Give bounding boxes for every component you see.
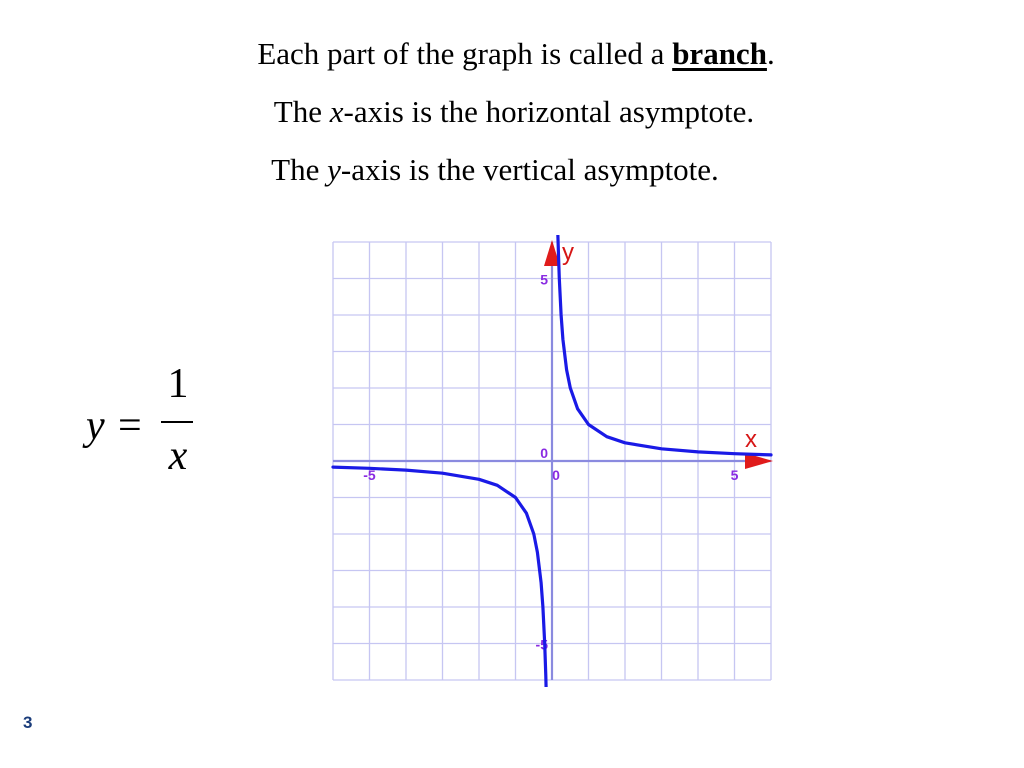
line1-text: Each part of the graph is called a: [257, 36, 673, 71]
equation: [86, 361, 206, 486]
reciprocal-graph: [318, 235, 788, 687]
y-tick-label: -5: [535, 636, 548, 653]
equation-lhs: y: [86, 403, 105, 449]
y-tick-label: 0: [540, 445, 548, 461]
curve-branch-right: [558, 235, 771, 455]
line2-variable: x: [329, 94, 344, 129]
line2-rest: -axis is the horizontal asymptote.: [343, 94, 755, 129]
slide-number: 3: [23, 713, 33, 732]
equation-equals: =: [118, 403, 142, 449]
equation-numerator: 1: [167, 361, 189, 407]
y-axis-label: y: [562, 239, 574, 266]
horizontal-asymptote-text: [2, 94, 1024, 130]
vertical-asymptote-text: [0, 152, 1007, 188]
fraction-bar: [161, 421, 193, 423]
curve-branch-left: [333, 467, 547, 687]
equation-denominator: x: [168, 433, 188, 479]
x-tick-label: -5: [363, 467, 376, 483]
branch-term: branch: [672, 36, 767, 71]
line3-rest: -axis is the vertical asymptote.: [340, 152, 719, 187]
y-tick-label: 5: [540, 271, 548, 288]
x-tick-label: 5: [730, 467, 739, 483]
line3-lead: The: [271, 152, 328, 187]
line2-lead: The: [273, 94, 330, 129]
x-axis-label: x: [745, 426, 757, 453]
line3-variable: y: [327, 152, 341, 187]
x-tick-label: 0: [552, 467, 560, 483]
line1-period: .: [766, 36, 775, 71]
branch-definition-text: [4, 36, 1024, 72]
